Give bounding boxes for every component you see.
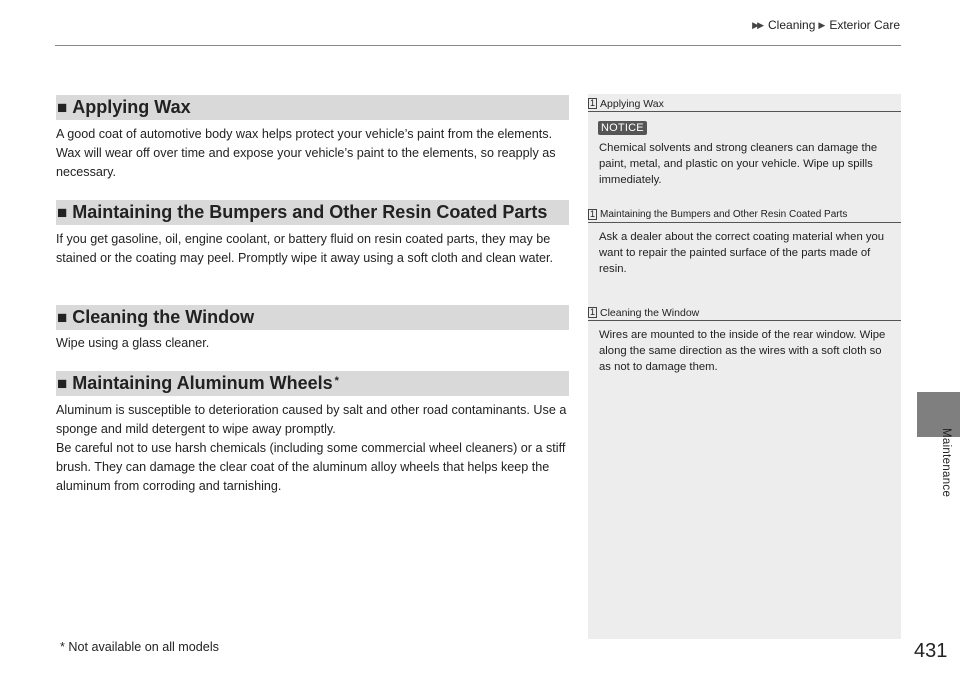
note-title <box>588 305 901 321</box>
paragraph: A good coat of automotive body wax helps protect your vehicle’s paint from the elements. Wax will wear off over time and expose your vehicle’s paint to the elements, so reapply as necessary. <box>56 127 556 179</box>
section-heading-window <box>56 305 569 330</box>
reference-icon: 1 <box>590 209 596 219</box>
notice-badge: NOTICE <box>598 121 647 135</box>
note-body: Wires are mounted to the inside of the rear window. Wipe along the same direction as the wires with a soft cloth so as not to damage them. <box>599 329 886 374</box>
section-body-window <box>56 334 570 353</box>
header-rule <box>55 45 901 46</box>
arrow-icon: ▶ <box>818 19 824 30</box>
section-body-bumpers <box>56 230 570 268</box>
paragraph: Wipe using a glass cleaner. <box>56 336 210 350</box>
note-body: Chemical solvents and strong cleaners can damage the paint, metal, and plastic on your vehicle. Wipe up spills immediately. <box>599 142 878 187</box>
note-applying-wax <box>588 96 901 189</box>
square-bullet-icon: ■ <box>57 373 68 393</box>
footnote: * Not available on all models <box>60 640 219 654</box>
breadcrumb-item-cleaning[interactable]: Cleaning <box>768 18 816 32</box>
breadcrumb-item-exterior-care[interactable]: Exterior Care <box>829 18 900 32</box>
square-bullet-icon: ■ <box>57 97 68 117</box>
double-arrow-icon: ▶▶ <box>752 19 763 30</box>
page-number: 431 <box>914 640 948 662</box>
square-bullet-icon: ■ <box>57 307 68 327</box>
section-heading-aluminum-wheels <box>56 371 569 396</box>
section-heading-bumpers <box>56 200 569 225</box>
paragraph: Be careful not to use harsh chemicals (including some commercial wheel cleaners) or a stiff brush. They can damage the clear coat of the aluminum alloy wheels that helps keep the aluminum from corroding and tarnishing. <box>56 441 566 493</box>
section-title: Cleaning the Window <box>72 307 255 327</box>
note-bumpers <box>588 207 901 278</box>
note-title <box>588 207 901 223</box>
square-bullet-icon: ■ <box>57 202 68 222</box>
paragraph: If you get gasoline, oil, engine coolant, or battery fluid on resin coated parts, they may be stained or the coating may peel. Promptly wipe it away using a soft cloth and clean water. <box>56 232 554 265</box>
section-body-applying-wax <box>56 125 570 182</box>
reference-icon: 1 <box>590 307 596 317</box>
note-body: Ask a dealer about the correct coating material when you want to repair the painted surface of the parts made of resin. <box>599 231 885 276</box>
note-title-text: Maintaining the Bumpers and Other Resin Coated Parts <box>600 209 848 220</box>
note-title-text: Applying Wax <box>600 97 664 110</box>
notes-sidebar <box>588 94 901 639</box>
note-title-text: Cleaning the Window <box>600 306 700 319</box>
section-body-aluminum-wheels <box>56 401 570 496</box>
note-title <box>588 96 901 112</box>
section-heading-applying-wax <box>56 95 569 120</box>
footnote-marker: * <box>334 374 339 387</box>
paragraph: Aluminum is susceptible to deterioration caused by salt and other road contaminants. Use a sponge and mild detergent to wipe away promptly. <box>56 403 567 436</box>
chapter-label: Maintenance <box>940 428 952 498</box>
reference-icon: 1 <box>590 98 596 108</box>
section-title: Maintaining the Bumpers and Other Resin Coated Parts <box>72 202 548 222</box>
note-window <box>588 305 901 376</box>
breadcrumb <box>752 18 900 32</box>
section-title: Applying Wax <box>72 97 191 117</box>
section-title: Maintaining Aluminum Wheels <box>72 373 333 393</box>
